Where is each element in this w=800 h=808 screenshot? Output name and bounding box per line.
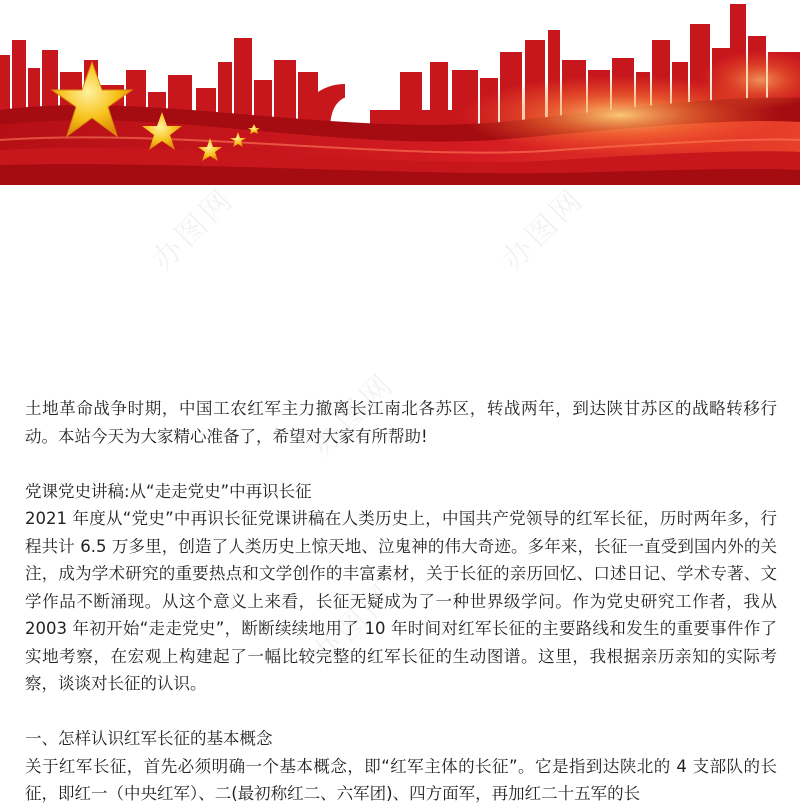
- section-paragraph: 关于红军长征，首先必须明确一个基本概念，即“红军主体的长征”。它是指到达陕北的 4 支部队的长征，即红一（中央红军）、二(最初称红二、六军团)、四方面军，再加红二十五军的长: [25, 756, 777, 803]
- watermark: 办图网: [495, 181, 592, 278]
- article-title: 党课党史讲稿:从“走走党史”中再识长征: [25, 481, 312, 501]
- watermark: 办图网: [305, 576, 402, 673]
- watermark: 办图网: [145, 181, 242, 278]
- article-content: [25, 395, 777, 808]
- body-paragraph: 2021 年度从“党史”中再识长征党课讲稿在人类历史上，中国共产党领导的红军长征，历时两年多，行程共计 6.5 万多里，创造了人类历史上惊天地、泣鬼神的伟大奇迹。多年来，长征一直受到国内外的关注，成为学术研究的重要热点和文学创作的丰富素材，关于长征的亲历回忆、口述日记、学术专著、文学作品不断涌现。从这个意义上来看，长征无疑成为了一种世界级学问。作为党史研究工作者，我从 2003 年初开始“走走党史”，断断续续地用了 10 年时间对红军长征的主要路线和发生的重要事件作了实地考察，在宏观上构建起了一幅比较完整的红军长征的生动图谱。这里，我根据亲历亲知的实际考察，谈谈对长征的认识。: [25, 509, 777, 693]
- city-skyline-banner-graphic: [0, 0, 800, 185]
- watermark: 办图网: [305, 366, 402, 463]
- section-heading: 一、怎样认识红军长征的基本概念: [25, 729, 273, 748]
- header-banner: [0, 0, 800, 185]
- intro-paragraph: 土地革命战争时期，中国工农红军主力撤离长江南北各苏区，转战两年，到达陕甘苏区的战略转移行动。本站今天为大家精心准备了，希望对大家有所帮助!: [25, 399, 777, 446]
